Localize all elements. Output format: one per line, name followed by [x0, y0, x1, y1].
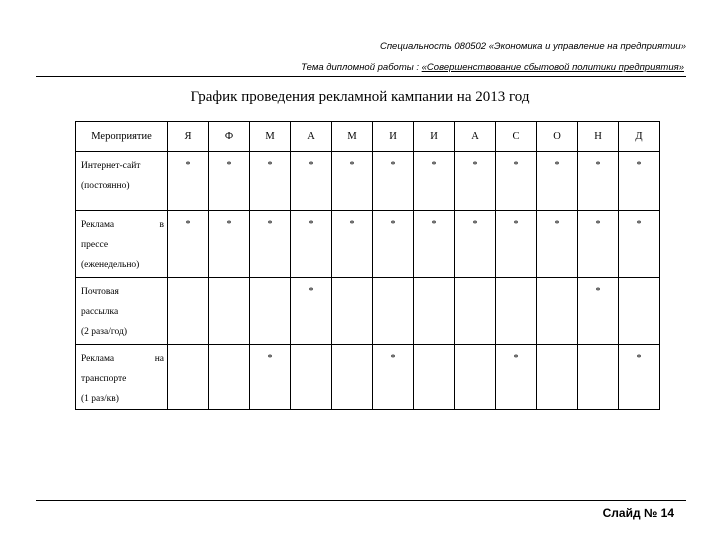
slide-number: Слайд № 14: [602, 506, 674, 520]
thesis-prefix: Тема дипломной работы :: [301, 62, 422, 73]
table-row: [76, 278, 660, 345]
schedule-mark: [537, 278, 578, 345]
schedule-mark: *: [496, 152, 537, 211]
column-header-month: С: [496, 122, 537, 152]
schedule-mark: [250, 278, 291, 345]
schedule-mark: *: [209, 211, 250, 278]
activity-line: [81, 349, 164, 369]
schedule-mark: [332, 345, 373, 410]
header-divider: [36, 76, 686, 77]
column-header-month: А: [291, 122, 332, 152]
schedule-mark: *: [578, 211, 619, 278]
schedule-mark: *: [414, 211, 455, 278]
footer-divider: [36, 500, 686, 501]
schedule-mark: *: [250, 152, 291, 211]
schedule-mark: *: [373, 345, 414, 410]
column-header-month: О: [537, 122, 578, 152]
column-header-activity: Мероприятие: [76, 122, 168, 152]
schedule-mark: *: [496, 345, 537, 410]
schedule-mark: [537, 345, 578, 410]
activity-cell: [76, 152, 168, 211]
activity-line: Интернет-сайт: [81, 161, 141, 171]
schedule-mark: *: [496, 211, 537, 278]
schedule-mark: *: [619, 211, 660, 278]
activity-line: транспорте: [81, 374, 127, 384]
schedule-mark: *: [291, 152, 332, 211]
schedule-mark: [619, 278, 660, 345]
activity-cell: [76, 345, 168, 410]
activity-word: в: [159, 220, 164, 230]
column-header-month: И: [414, 122, 455, 152]
page-title: График проведения рекламной кампании на 2013 год: [190, 89, 530, 105]
column-header-month: Н: [578, 122, 619, 152]
activity-line: (постоянно): [81, 181, 130, 191]
schedule-mark: [332, 278, 373, 345]
schedule-mark: [168, 345, 209, 410]
schedule-mark: *: [537, 211, 578, 278]
header-thesis: [301, 62, 684, 73]
activity-word: Реклама: [81, 354, 115, 364]
column-header-month: М: [250, 122, 291, 152]
schedule-mark: [373, 278, 414, 345]
schedule-mark: [291, 345, 332, 410]
activity-line: Почтовая: [81, 287, 119, 297]
activity-line: рассылка: [81, 307, 119, 317]
schedule-mark: *: [414, 152, 455, 211]
activity-line: (2 раза/год): [81, 327, 127, 337]
schedule-mark: *: [455, 211, 496, 278]
activity-cell: [76, 211, 168, 278]
schedule-mark: *: [537, 152, 578, 211]
schedule-table: [75, 121, 660, 410]
schedule-mark: [209, 345, 250, 410]
schedule-mark: *: [291, 278, 332, 345]
activity-line: (еженедельно): [81, 260, 140, 270]
schedule-mark: *: [332, 211, 373, 278]
table-row: [76, 211, 660, 278]
activity-cell: [76, 278, 168, 345]
schedule-mark: [414, 345, 455, 410]
schedule-mark: [578, 345, 619, 410]
header-specialty: Специальность 080502 «Экономика и управление на предприятии»: [379, 41, 686, 52]
schedule-mark: *: [619, 345, 660, 410]
schedule-mark: *: [250, 211, 291, 278]
schedule-mark: [209, 278, 250, 345]
table-header-row: [76, 122, 660, 152]
schedule-mark: [455, 345, 496, 410]
schedule-mark: *: [209, 152, 250, 211]
schedule-mark: *: [373, 152, 414, 211]
activity-word: Реклама: [81, 220, 115, 230]
schedule-mark: *: [168, 152, 209, 211]
schedule-mark: [414, 278, 455, 345]
schedule-mark: *: [291, 211, 332, 278]
activity-line: (1 раз/кв): [81, 394, 119, 404]
thesis-title: «Совершенствование сбытовой политики предприятия»: [421, 62, 684, 73]
schedule-mark: [168, 278, 209, 345]
table-row: [76, 345, 660, 410]
column-header-month: Ф: [209, 122, 250, 152]
table-row: [76, 152, 660, 211]
activity-word: на: [154, 354, 164, 364]
schedule-mark: *: [332, 152, 373, 211]
schedule-mark: *: [373, 211, 414, 278]
schedule-mark: [496, 278, 537, 345]
schedule-mark: *: [578, 152, 619, 211]
column-header-month: М: [332, 122, 373, 152]
activity-line: [81, 215, 164, 235]
column-header-month: И: [373, 122, 414, 152]
schedule-mark: *: [250, 345, 291, 410]
schedule-mark: *: [619, 152, 660, 211]
schedule-mark: *: [168, 211, 209, 278]
column-header-month: А: [455, 122, 496, 152]
schedule-mark: [455, 278, 496, 345]
schedule-mark: *: [578, 278, 619, 345]
column-header-month: Д: [619, 122, 660, 152]
activity-line: прессе: [81, 240, 109, 250]
schedule-mark: *: [455, 152, 496, 211]
column-header-month: Я: [168, 122, 209, 152]
